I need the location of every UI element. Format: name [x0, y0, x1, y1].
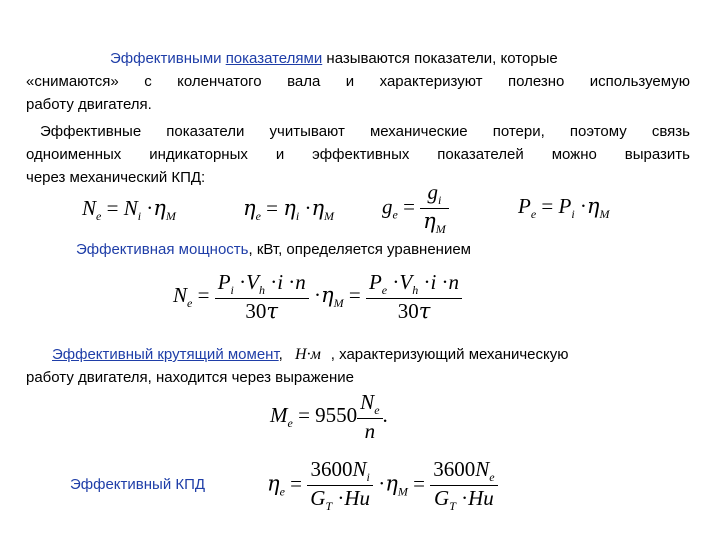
term-power: Эффективная мощность — [76, 241, 249, 258]
term-torque: Эффективный крутящий момент — [52, 346, 279, 363]
const-30b: 30 — [397, 299, 419, 324]
para1-line1 — [110, 48, 690, 69]
torque-line2: работу двигателя, находится через выражение — [26, 369, 354, 386]
const-3600: 3600 — [310, 457, 353, 481]
formula-pe: $P_e = P_i \cdot\eta_M$ — [518, 194, 610, 222]
formula-efficiency: $\eta_e$ = $\frac{3600N_i}{G_T \cdot Hu}$ $\cdot\eta_M$ = $\frac{3600N_e}{G_T \cdot Hu}$ — [267, 457, 498, 514]
para1-line2: «снимаются» с коленчатого вала и характеризуют полезно используемую — [26, 73, 690, 90]
const-9550: 9550 — [315, 402, 358, 427]
torque-comma: , — [278, 346, 283, 363]
para1-line1-rest: называются показатели, которые — [326, 50, 558, 67]
term-effective: Эффективными — [110, 50, 222, 67]
formula-eta-e: $\eta_e = \eta_i \cdot\eta_M$ — [243, 196, 335, 224]
formula-torque: $M_e = 9550$ $\frac{N_e}{n}$ . — [270, 390, 388, 444]
torque-rest: , характеризующий механическую — [330, 346, 569, 363]
torque-line1 — [52, 344, 569, 365]
para2-line2: одноименных индикаторных и эффективных показателей можно выразить — [26, 146, 690, 163]
efficiency-line — [70, 474, 205, 495]
formula-power: $N_e$ = $\frac{P_i \cdot V_h \cdot i \cdot n}{30\tau}$ $\cdot\eta_M$ = $\frac{P_e \cdot V_h \cdot i \cdot n}{30\tau}$ — [173, 270, 462, 324]
term-efficiency: Эффективный КПД — [70, 476, 206, 493]
torque-unit: Н·м — [295, 346, 321, 363]
term-indicators: показателями — [225, 50, 323, 67]
const-3600b: 3600 — [433, 457, 476, 481]
power-line — [76, 239, 471, 260]
para2-line3: через механический КПД: — [26, 169, 206, 186]
const-30: 30 — [245, 299, 267, 324]
para2-line1: Эффективные показатели учитывают механические потери, поэтому связь — [40, 123, 690, 140]
para1-line3: работу двигателя. — [26, 96, 152, 113]
formula-ge: $g_e$ = $\frac{g_i}{\eta_M}$ — [382, 180, 449, 237]
formula-ne-ni: $N_e = N_i \cdot\eta_M$ — [82, 196, 176, 224]
power-rest: , кВт, определяется уравнением — [248, 241, 471, 258]
